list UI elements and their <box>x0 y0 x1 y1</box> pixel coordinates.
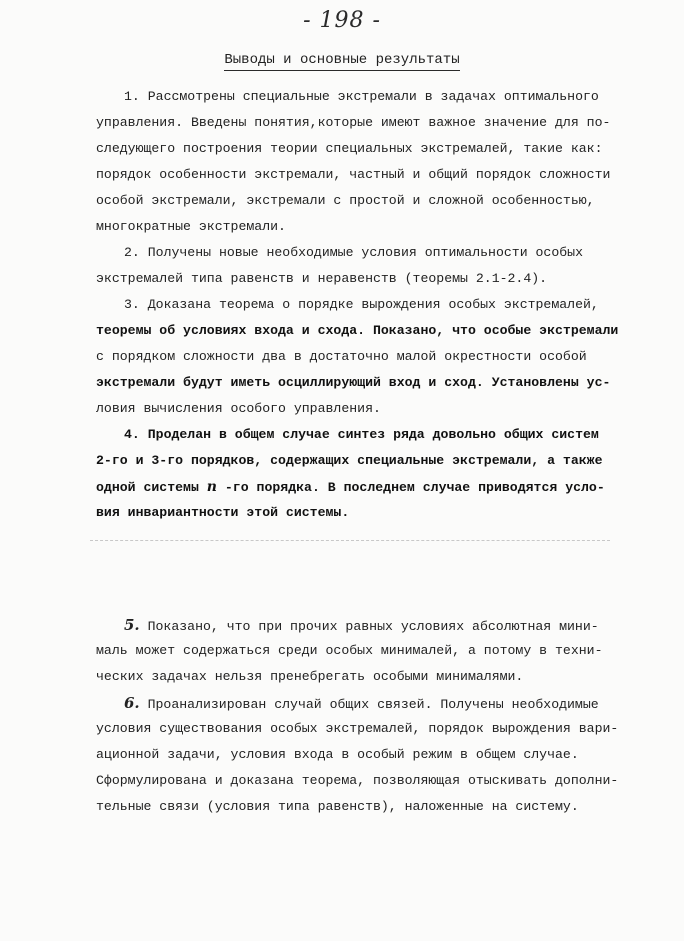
conclusions-block-1 <box>96 84 636 526</box>
paragraph-1-line-2: управления. Введены понятия,которые имеют важное значение для по- <box>96 115 611 130</box>
paragraph-5-line-3: ческих задачах нельзя пренебрегать особыми минималями. <box>96 669 524 684</box>
paragraph-5-line-1 <box>96 612 636 638</box>
order-variable-n: n <box>206 479 217 495</box>
paragraph-3-line-3: с порядком сложности два в достаточно малой окрестности особой <box>96 349 587 364</box>
paragraph-4-line-3 <box>96 474 636 500</box>
section-heading <box>0 52 684 68</box>
paragraph-6-line-4: Сформулирована и доказана теорема, позволяющая отыскивать дополни- <box>96 773 619 788</box>
paragraph-3-line-5: ловия вычисления особого управления. <box>96 401 381 416</box>
paragraph-6-line-5: тельные связи (условия типа равенств), наложенные на систему. <box>96 799 579 814</box>
paragraph-4-line-4: вия инвариантности этой системы. <box>96 505 350 520</box>
item-6-number: 6. <box>124 694 140 712</box>
paragraph-2-line-2: экстремалей типа равенств и неравенств (теоремы 2.1-2.4). <box>96 271 548 286</box>
section-heading-text: Выводы и основные результаты <box>224 52 459 71</box>
paragraph-3-line-2: теоремы об условиях входа и схода. Показано, что особые экстремали <box>96 323 619 338</box>
paragraph-4-line-1: 4. Проделан в общем случае синтез ряда довольно общих систем <box>124 427 599 442</box>
paragraph-4-line-3-end: -го порядка. В последнем случае приводятся усло- <box>216 480 605 495</box>
paragraph-6-line-1 <box>96 690 636 716</box>
page-number: - 198 - <box>303 8 381 33</box>
paragraph-4-line-2: 2-го и 3-го порядков, содержащих специальные экстремали, а также <box>96 453 603 468</box>
item-6-text: Проанализирован случай общих связей. Получены необходимые <box>139 697 599 712</box>
conclusions-block-2 <box>96 612 636 820</box>
paragraph-3-line-1: 3. Доказана теорема о порядке вырождения особых экстремалей, <box>124 297 599 312</box>
paragraph-1-line-5: особой экстремали, экстремали с простой и сложной особенностью, <box>96 193 595 208</box>
paragraph-1-line-3: следующего построения теории специальных экстремалей, такие как: <box>96 141 603 156</box>
paragraph-1-line-6: многократные экстремали. <box>96 219 286 234</box>
item-5-text: Показано, что при прочих равных условиях абсолютная мини- <box>139 619 599 634</box>
paragraph-5-line-2: маль может содержаться среди особых минималей, а потому в техни- <box>96 643 603 658</box>
item-5-number: 5. <box>124 616 140 634</box>
paragraph-4-line-3-start: одной системы <box>96 480 207 495</box>
paragraph-2-line-1: 2. Получены новые необходимые условия оптимальности особых <box>124 245 583 260</box>
paragraph-1-line-4: порядок особенности экстремали, частный и общий порядок сложности <box>96 167 611 182</box>
paragraph-1-line-1: 1. Рассмотрены специальные экстремали в задачах оптимального <box>124 89 599 104</box>
paragraph-6-line-3: ационной задачи, условия входа в особый режим в общем случае. <box>96 747 579 762</box>
paragraph-6-line-2: условия существования особых экстремалей, порядок вырождения вари- <box>96 721 619 736</box>
paragraph-3-line-4: экстремали будут иметь осциллирующий вход и сход. Установлены ус- <box>96 375 611 390</box>
separator-line <box>90 540 610 541</box>
